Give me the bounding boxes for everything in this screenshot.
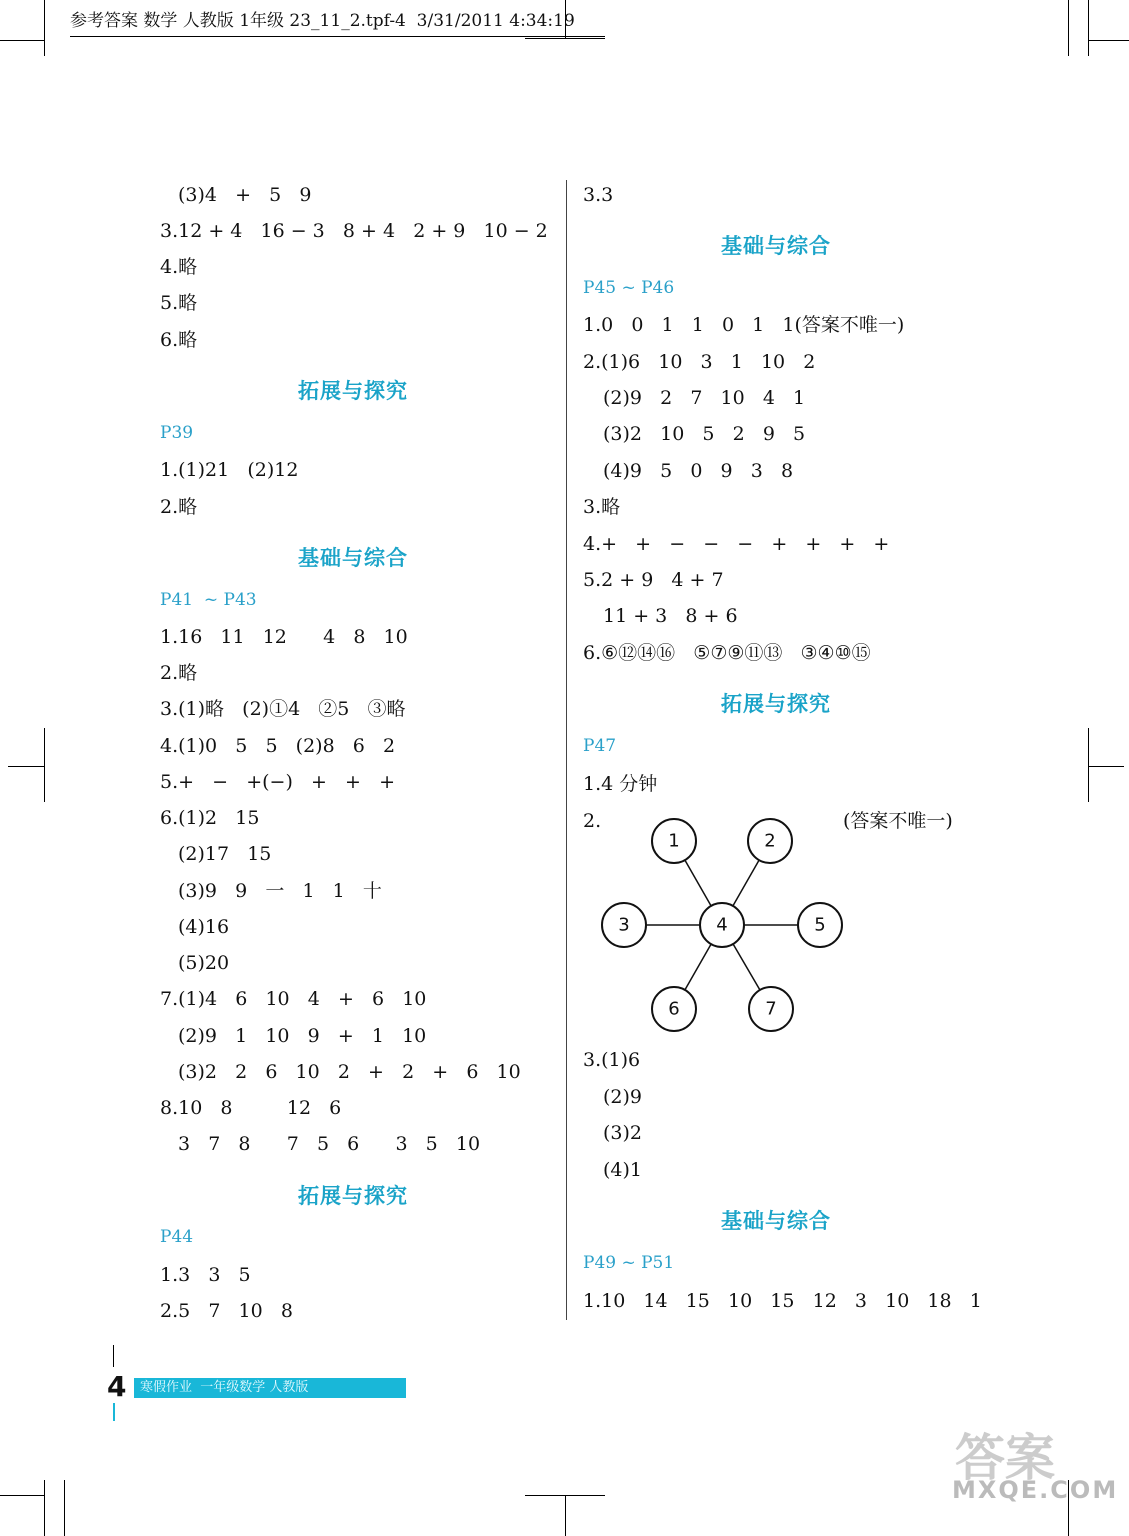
section-heading: 拓展与探究 <box>298 1184 408 1208</box>
print-header: 参考答案 数学 人教版 1年级 23_11_2.tpf-4 3/31/2011 4:34:19 <box>70 11 575 31</box>
page-reference: P41 ~ P43 <box>160 590 257 610</box>
answer-line: (2)9 2 7 10 4 1 <box>603 387 806 409</box>
node-label: 5 <box>814 914 826 936</box>
footer-tick <box>113 1345 114 1367</box>
answer-line: (2)9 <box>603 1086 643 1108</box>
footer-bar-text: 寒假作业 一年级数学 人教版 <box>140 1380 309 1395</box>
answer-line: 1.16 11 12 4 8 10 <box>160 626 408 648</box>
watermark-text: MXQE.COM <box>952 1476 1119 1504</box>
answer-line: (3)2 2 6 10 2 + 2 + 6 10 <box>178 1061 521 1083</box>
answer-line: (3)4 + 5 9 <box>178 184 312 206</box>
answer-line: 5.略 <box>160 292 198 314</box>
diagram-node <box>652 987 696 1031</box>
page-reference: P47 <box>583 736 617 756</box>
answer-line: 2. <box>583 810 602 832</box>
answer-line: 2.(1)6 10 3 1 10 2 <box>583 351 816 373</box>
answer-line: 2.略 <box>160 662 198 684</box>
section-heading: 拓展与探究 <box>298 379 408 403</box>
diagram-node <box>700 903 744 947</box>
answer-line: 1.(1)21 (2)12 <box>160 459 299 481</box>
header-underline <box>70 36 605 37</box>
answer-line: (2)9 1 10 9 + 1 10 <box>178 1025 427 1047</box>
section-heading: 基础与综合 <box>298 546 408 570</box>
section-heading: 拓展与探究 <box>721 692 831 716</box>
crop-mark <box>525 38 605 39</box>
answer-line: (4)1 <box>603 1159 643 1181</box>
page-reference: P39 <box>160 423 194 443</box>
answer-line: 1.10 14 15 10 15 12 3 10 18 1 <box>583 1290 982 1312</box>
crop-mark <box>1088 0 1089 56</box>
node-label: 2 <box>764 830 776 852</box>
answer-line: 8.10 8 12 6 <box>160 1097 342 1119</box>
diagram-node <box>798 903 842 947</box>
answer-line: (4)9 5 0 9 3 8 <box>603 460 794 482</box>
crop-mark <box>0 40 44 41</box>
answer-line: 2.5 7 10 8 <box>160 1300 293 1322</box>
diagram-node <box>652 819 696 863</box>
answer-line: 4.+ + − − − + + + + <box>583 533 890 555</box>
section-heading: 基础与综合 <box>721 234 831 258</box>
answer-line: 5.2 + 9 4 + 7 <box>583 569 724 591</box>
diagram-node <box>602 903 646 947</box>
crop-mark <box>1088 728 1089 802</box>
page-reference: P49 ~ P51 <box>583 1253 675 1273</box>
crop-mark <box>8 766 44 767</box>
section-heading: 基础与综合 <box>721 1209 831 1233</box>
answer-note: (答案不唯一) <box>843 810 953 832</box>
answer-line: (3)2 <box>603 1122 643 1144</box>
crop-mark <box>1088 766 1124 767</box>
answer-line: 5.+ − +(−) + + + <box>160 771 395 793</box>
page-reference: P45 ~ P46 <box>583 278 675 298</box>
number-star-diagram <box>598 812 848 1040</box>
answer-line: 2.略 <box>160 496 198 518</box>
page-number: 4 <box>107 1370 127 1403</box>
node-label: 4 <box>716 914 728 936</box>
answer-line: 3 7 8 7 5 6 3 5 10 <box>178 1133 481 1155</box>
answer-line: 1.3 3 5 <box>160 1264 251 1286</box>
crop-mark <box>44 728 45 802</box>
answer-line: 3.3 <box>583 184 614 206</box>
crop-mark <box>44 0 45 56</box>
answer-line: 6.(1)2 15 <box>160 807 260 829</box>
crop-mark <box>64 1480 65 1536</box>
answer-line: 11 + 3 8 + 6 <box>603 605 738 627</box>
answer-line: 7.(1)4 6 10 4 + 6 10 <box>160 988 427 1010</box>
crop-mark <box>1088 40 1129 41</box>
column-divider <box>566 180 567 1320</box>
answer-line: 4.略 <box>160 256 198 278</box>
diagram-node <box>749 987 793 1031</box>
answer-line: 3.(1)略 (2)①4 ②5 ③略 <box>160 698 406 720</box>
answer-line: 6.略 <box>160 329 198 351</box>
answer-line: (3)2 10 5 2 9 5 <box>603 423 806 445</box>
answer-line: 3.12 + 4 16 − 3 8 + 4 2 + 9 10 − 2 <box>160 220 548 242</box>
answer-line: 4.(1)0 5 5 (2)8 6 2 <box>160 735 396 757</box>
answer-line: 1.0 0 1 1 0 1 1(答案不唯一) <box>583 314 905 336</box>
footer-tick <box>113 1403 115 1421</box>
node-label: 6 <box>668 998 680 1020</box>
node-label: 7 <box>765 998 777 1020</box>
answer-line: 1.4 分钟 <box>583 773 658 795</box>
node-label: 1 <box>668 830 680 852</box>
answer-line: 6.⑥⑫⑭⑯ ⑤⑦⑨⑪⑬ ③④⑩⑮ <box>583 642 871 664</box>
answer-line: (2)17 15 <box>178 843 272 865</box>
node-label: 3 <box>618 914 630 936</box>
crop-mark <box>1068 0 1069 56</box>
answer-line: (4)16 <box>178 916 230 938</box>
page-reference: P44 <box>160 1227 194 1247</box>
crop-mark <box>0 1495 44 1496</box>
crop-mark <box>525 1495 605 1496</box>
answer-line: (5)20 <box>178 952 230 974</box>
answer-line: (3)9 9 一 1 1 十 <box>178 880 382 902</box>
answer-line: 3.(1)6 <box>583 1049 641 1071</box>
diagram-node <box>748 819 792 863</box>
watermark-logo: 答案 <box>955 1429 1055 1487</box>
crop-mark <box>44 1480 45 1536</box>
answer-line: 3.略 <box>583 496 621 518</box>
crop-mark <box>565 1495 566 1536</box>
